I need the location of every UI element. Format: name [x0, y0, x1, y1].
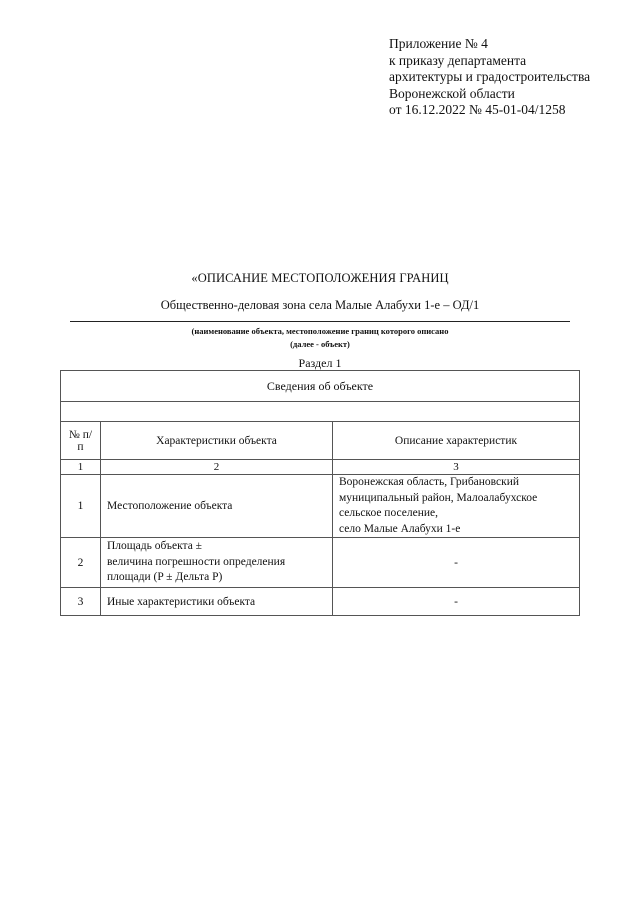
table-row — [61, 588, 580, 616]
appendix-number: Приложение № 4 — [389, 36, 488, 51]
table-title: Сведения об объекте — [61, 371, 580, 402]
appendix-region-line: Воронежской области — [389, 85, 515, 101]
section-label: Раздел 1 — [298, 356, 342, 370]
table-empty-row — [61, 402, 580, 422]
column-number-2: 2 — [101, 460, 333, 475]
appendix-department-line: архитектуры и градостроительства — [389, 69, 591, 84]
appendix-date-line: от 16.12.2022 № 45-01-04/1258 — [389, 102, 566, 117]
header-characteristics: Характеристики объекта — [101, 422, 333, 460]
row-num: 3 — [61, 588, 101, 616]
object-name-underline — [70, 321, 570, 322]
document-title: «ОПИСАНИЕ МЕСТОПОЛОЖЕНИЯ ГРАНИЦ — [191, 271, 449, 285]
characteristic-line: Площадь объекта ± — [107, 540, 202, 553]
description-line: сельское поселение, — [339, 507, 438, 519]
column-number-3: 3 — [333, 460, 580, 475]
column-numbers-row — [61, 460, 580, 475]
table-row — [61, 538, 580, 588]
column-number-1: 1 — [61, 460, 101, 475]
caption-line-2: (далее - объект) — [290, 339, 350, 349]
object-name: Общественно-деловая зона села Малые Алабухи 1-е – ОД/1 — [160, 298, 480, 312]
table-title-row — [61, 371, 580, 402]
header-num: № п/п — [61, 422, 101, 460]
row-characteristic: Иные характеристики объекта — [101, 588, 333, 616]
header-description: Описание характеристик — [333, 422, 580, 460]
description-line: муниципальный район, Малоалабухское — [339, 491, 538, 504]
description-line: село Малые Алабухи 1-е — [339, 522, 461, 535]
row-description: - — [333, 588, 580, 616]
object-info-table — [60, 370, 580, 616]
row-characteristic: Местоположение объекта — [101, 475, 333, 538]
row-characteristic — [101, 538, 333, 588]
object-name-caption — [0, 325, 640, 351]
appendix-order-line: к приказу департамента — [389, 52, 527, 68]
row-num: 1 — [61, 475, 101, 538]
row-num: 2 — [61, 538, 101, 588]
table-row — [61, 475, 580, 538]
characteristic-line: площади (P ± Дельта P) — [107, 571, 223, 584]
row-description: - — [333, 538, 580, 588]
row-description — [333, 475, 580, 538]
empty-cell — [61, 402, 580, 422]
table-header-row — [61, 422, 580, 460]
caption-line-1: (наименование объекта, местоположение границ которого описано — [191, 326, 449, 336]
description-line: Воронежская область, Грибановский — [339, 476, 520, 488]
appendix-header — [389, 36, 590, 119]
characteristic-line: величина погрешности определения — [107, 555, 286, 568]
